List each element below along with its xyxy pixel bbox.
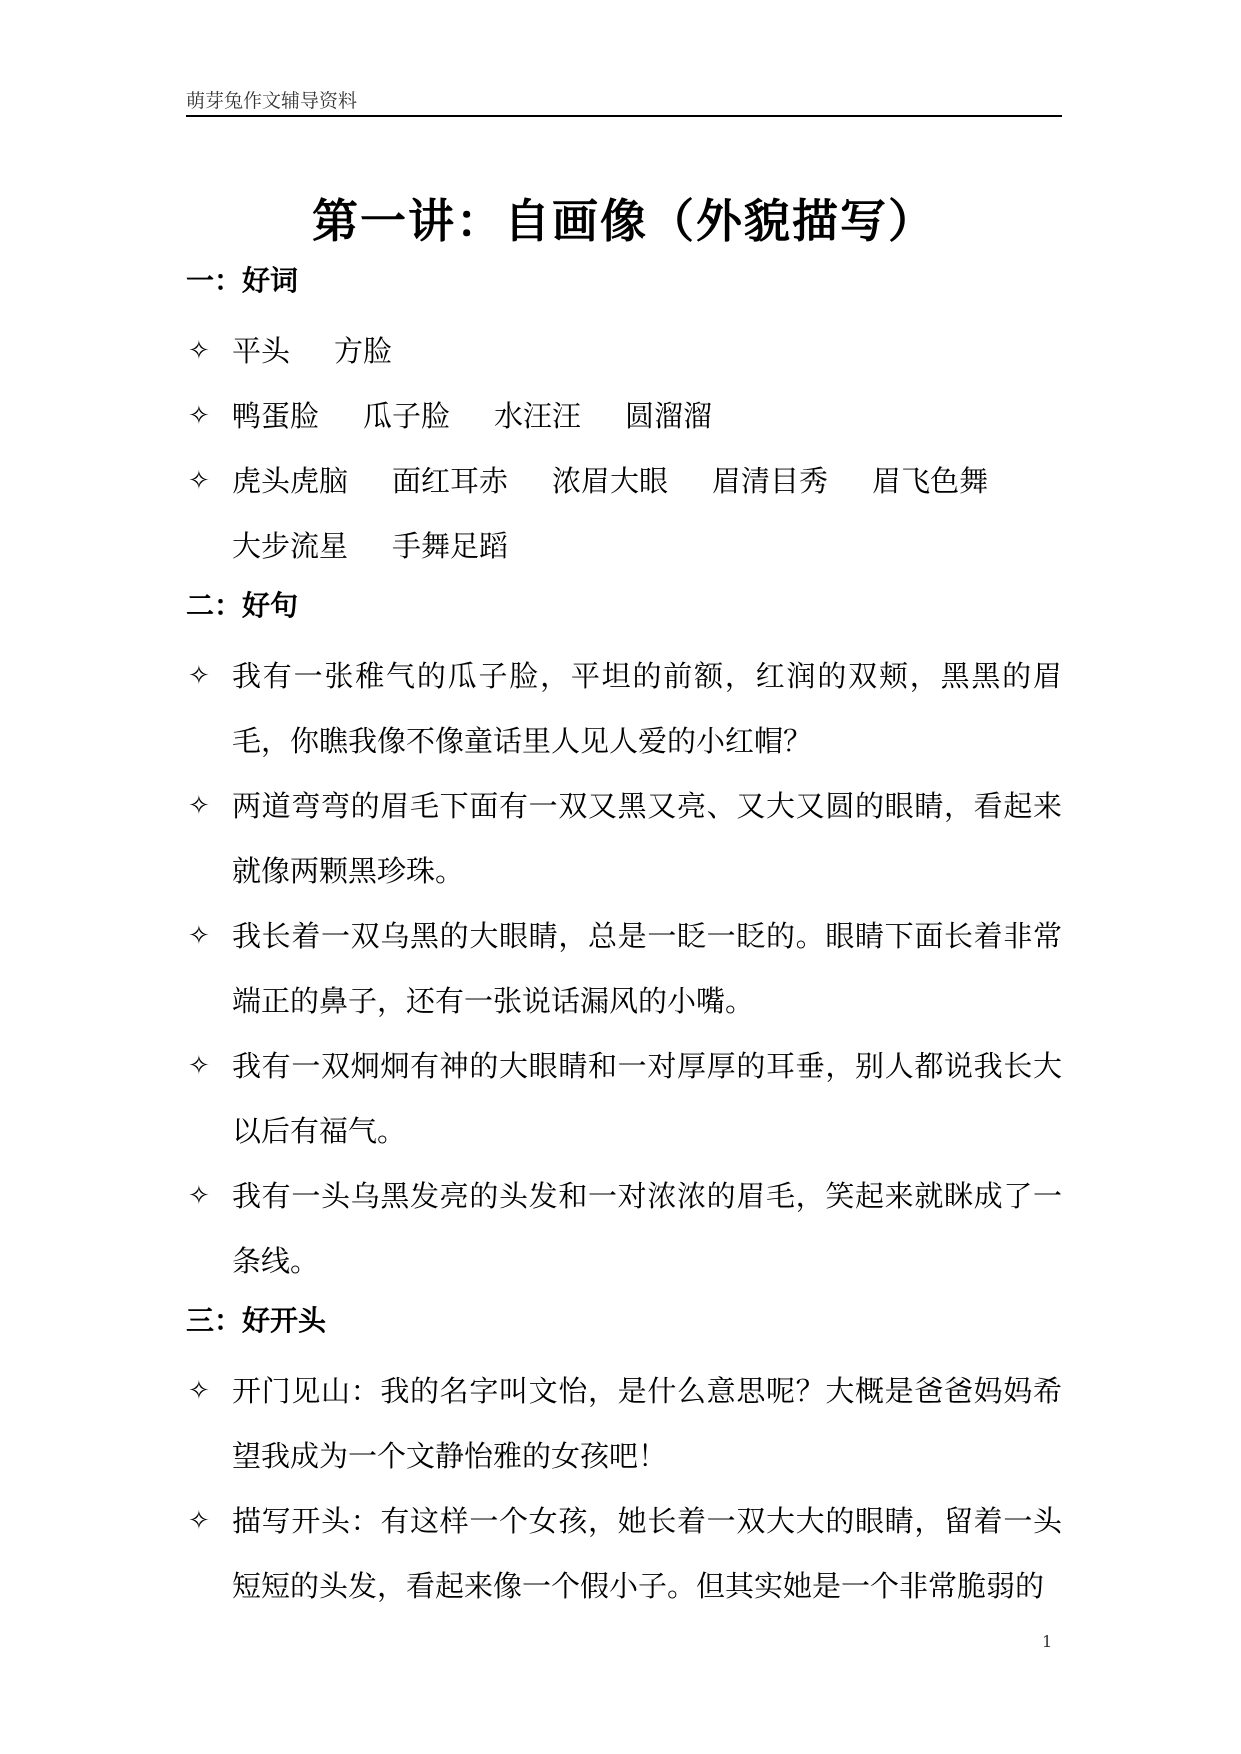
list-item xyxy=(186,384,1062,449)
word: 平头 xyxy=(232,334,291,368)
list-item xyxy=(186,319,1062,384)
bullet-icon: ✧ xyxy=(188,1506,210,1536)
bullet-icon: ✧ xyxy=(188,921,210,951)
word: 眉飞色舞 xyxy=(872,464,989,498)
sentence-text: 我长着一双乌黑的大眼睛，总是一眨一眨的。眼睛下面长着非常端正的鼻子，还有一张说话漏风的小嘴。 xyxy=(232,919,1062,1018)
word: 面红耳赤 xyxy=(392,464,509,498)
word: 手舞足蹈 xyxy=(392,529,509,563)
word: 瓜子脸 xyxy=(363,399,451,433)
word: 大步流星 xyxy=(232,529,349,563)
list-item xyxy=(186,1359,1062,1489)
sentence-text: 我有一张稚气的瓜子脸，平坦的前额，红润的双颊，黑黑的眉毛，你瞧我像不像童话里人见人爱的小红帽？ xyxy=(232,659,1062,758)
bullet-icon: ✧ xyxy=(188,336,210,366)
word: 鸭蛋脸 xyxy=(232,399,320,433)
sentence-text: 两道弯弯的眉毛下面有一双又黑又亮、又大又圆的眼睛，看起来就像两颗黑珍珠。 xyxy=(232,789,1062,888)
list-item xyxy=(186,774,1062,904)
bullet-icon: ✧ xyxy=(188,1181,210,1211)
section-heading-good-sentences: 二：好句 xyxy=(186,589,299,622)
word: 眉清目秀 xyxy=(712,464,829,498)
word: 浓眉大眼 xyxy=(552,464,669,498)
list-item xyxy=(186,1164,1062,1294)
word: 虎头虎脑 xyxy=(232,464,349,498)
list-item xyxy=(186,904,1062,1034)
bullet-icon: ✧ xyxy=(188,791,210,821)
bullet-icon: ✧ xyxy=(188,466,210,496)
list-item xyxy=(186,644,1062,774)
header-rule xyxy=(186,115,1062,117)
list-item xyxy=(186,1489,1062,1619)
opening-text: 开门见山：我的名字叫文怡，是什么意思呢？大概是爸爸妈妈希望我成为一个文静怡雅的女孩吧！ xyxy=(232,1374,1062,1473)
document-body xyxy=(186,254,1062,1619)
page-title: 第一讲：自画像（外貌描写） xyxy=(312,194,936,248)
opening-text: 描写开头：有这样一个女孩，她长着一双大大的眼睛，留着一头短短的头发，看起来像一个假小子。但其实她是一个非常脆弱的 xyxy=(232,1504,1062,1603)
word: 圆溜溜 xyxy=(625,399,713,433)
word: 水汪汪 xyxy=(494,399,582,433)
bullet-icon: ✧ xyxy=(188,1376,210,1406)
section-heading-good-words: 一：好词 xyxy=(186,264,299,297)
bullet-icon: ✧ xyxy=(188,401,210,431)
list-item xyxy=(186,1034,1062,1164)
page-number: 1 xyxy=(1042,1632,1053,1651)
sentence-text: 我有一头乌黑发亮的头发和一对浓浓的眉毛，笑起来就眯成了一条线。 xyxy=(232,1179,1062,1278)
word: 方脸 xyxy=(334,334,393,368)
bullet-icon: ✧ xyxy=(188,1051,210,1081)
list-item xyxy=(186,449,1062,579)
running-header: 萌芽兔作文辅导资料 xyxy=(186,90,358,112)
bullet-icon: ✧ xyxy=(188,661,210,691)
sentence-text: 我有一双炯炯有神的大眼睛和一对厚厚的耳垂，别人都说我长大以后有福气。 xyxy=(232,1049,1062,1148)
section-heading-good-openings: 三：好开头 xyxy=(186,1304,327,1337)
